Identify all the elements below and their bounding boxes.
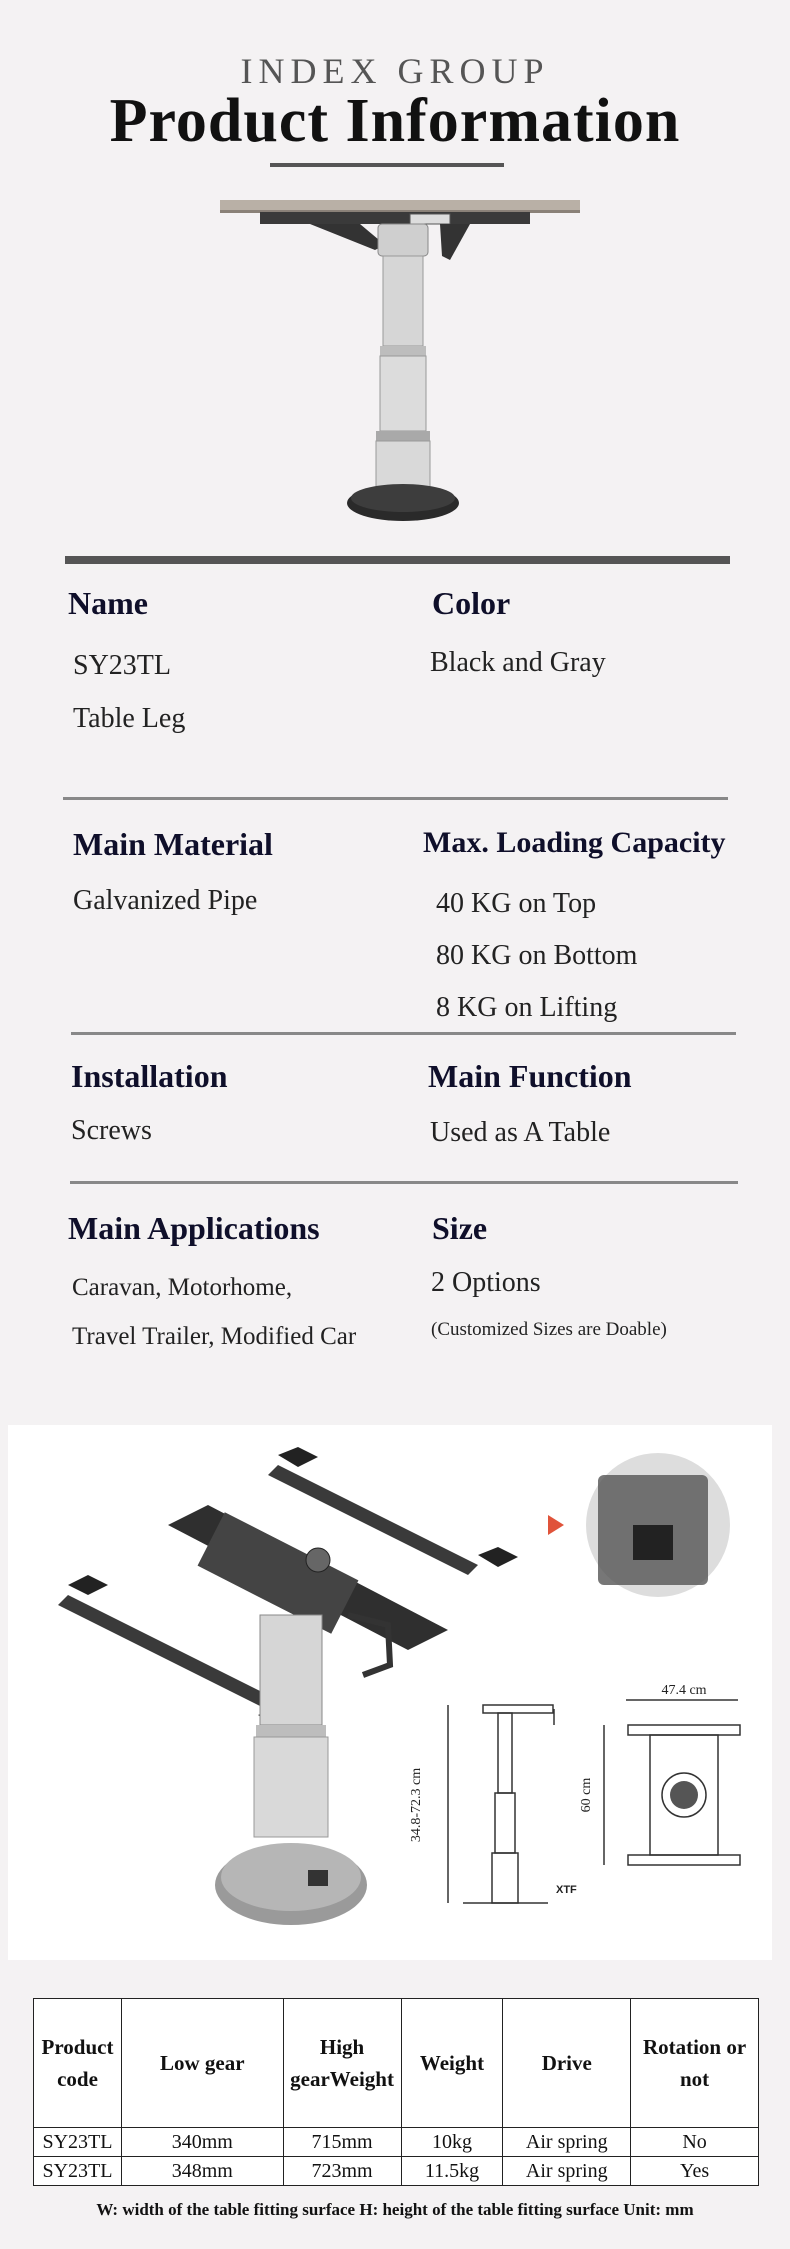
table-cell: 10kg [401,2128,503,2157]
installation-value: Screws [71,1115,152,1146]
function-heading: Main Function [428,1058,632,1094]
spec-table [33,1998,759,2186]
capacity-heading: Max. Loading Capacity [423,826,726,859]
depth-dimension-label: 60 cm [579,1777,594,1813]
title-underline [270,163,504,167]
table-cell: No [631,2128,759,2157]
table-cell: SY23TL [34,2128,122,2157]
section-divider [71,1032,736,1035]
table-cell: 348mm [121,2157,283,2186]
table-header-cell: Product code [34,1999,122,2128]
applications-line-2: Travel Trailer, Modified Car [72,1323,357,1350]
size-value: 2 Options [431,1267,541,1298]
color-value: Black and Gray [430,647,606,678]
material-value: Galvanized Pipe [73,885,258,916]
table-row [34,2128,759,2157]
installation-heading: Installation [71,1058,228,1094]
table-header-cell: Low gear [121,1999,283,2128]
model-mark-label: XTF [556,1884,577,1896]
name-type: Table Leg [73,703,186,734]
page-title: Product Information [109,87,681,155]
name-heading: Name [68,585,148,621]
leg-frame-illustration [8,1425,772,1960]
section-divider-thick [65,556,730,564]
applications-line-1: Caravan, Motorhome, [72,1274,293,1301]
table-cell: 340mm [121,2128,283,2157]
table-leg-image [210,190,590,530]
table-cell: 11.5kg [401,2157,503,2186]
table-cell: Yes [631,2157,759,2186]
table-cell: 723mm [283,2157,401,2186]
capacity-lifting: 8 KG on Lifting [436,992,618,1023]
section-divider [70,1181,738,1184]
table-header-cell: Drive [503,1999,631,2128]
name-model: SY23TL [73,650,171,681]
size-heading: Size [432,1210,488,1246]
capacity-bottom: 80 KG on Bottom [436,940,638,971]
table-row [34,2157,759,2186]
color-heading: Color [432,585,511,621]
table-cell: 715mm [283,2128,401,2157]
brand-name: INDEX GROUP [240,51,550,91]
height-dimension-label: 34.8-72.3 cm [409,1767,424,1843]
section-divider [63,797,728,800]
table-cell: Air spring [503,2128,631,2157]
table-header-row [34,1999,759,2128]
function-value: Used as A Table [430,1117,611,1148]
table-header-cell: High gearWeight [283,1999,401,2128]
table-cell: SY23TL [34,2157,122,2186]
capacity-top: 40 KG on Top [436,888,597,919]
table-header-cell: Weight [401,1999,503,2128]
material-heading: Main Material [73,826,273,862]
width-dimension-label: 47.4 cm [661,1683,707,1698]
size-note: (Customized Sizes are Doable) [431,1319,667,1340]
table-cell: Air spring [503,2157,631,2186]
table-header-cell: Rotation or not [631,1999,759,2128]
unit-footnote: W: width of the table fitting surface H: height of the table fitting surface Unit: mm [96,2200,694,2219]
applications-heading: Main Applications [68,1210,320,1246]
